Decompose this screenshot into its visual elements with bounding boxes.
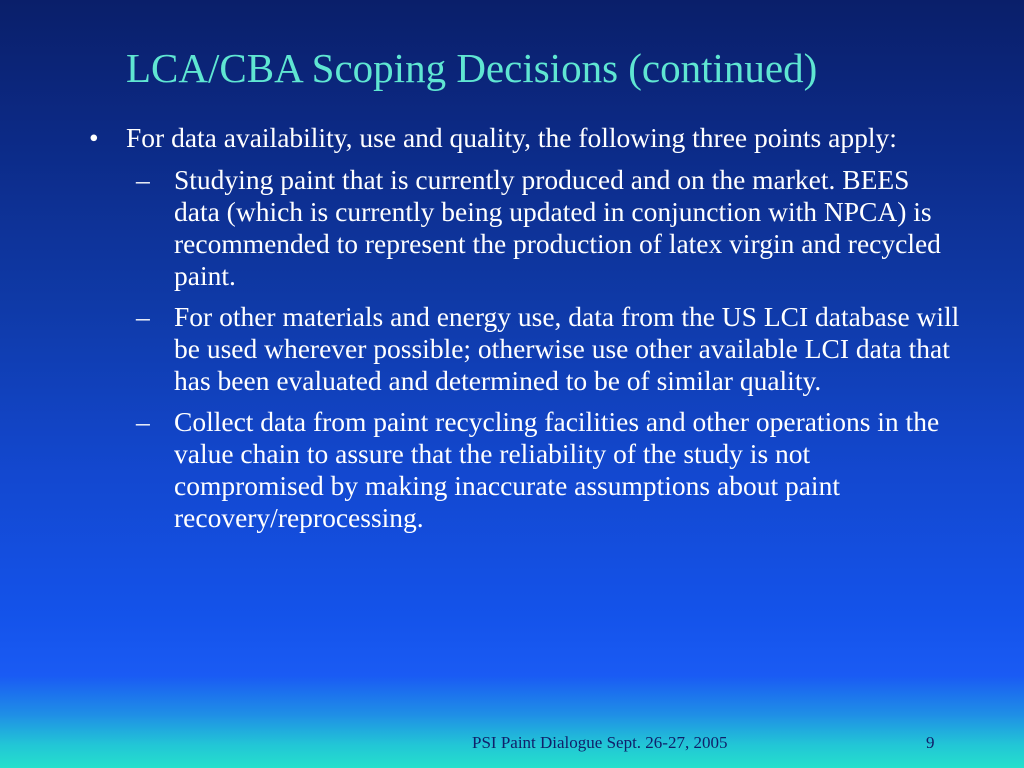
slide-title: LCA/CBA Scoping Decisions (continued) bbox=[126, 45, 818, 91]
sub-bullet-list bbox=[126, 164, 960, 534]
slide-footer: PSI Paint Dialogue Sept. 26-27, 2005 bbox=[472, 733, 728, 752]
sub-bullet-text: Studying paint that is currently produced and on the market. BEES data (which is currently being updated in conjunction with NPCA) is recommended to represent the production of latex virgin and recycled paint. bbox=[174, 164, 941, 291]
sub-bullet-text: For other materials and energy use, data from the US LCI database will be used wherever possible; otherwise use other available LCI data that has been evaluated and determined to be of similar quality. bbox=[174, 301, 960, 396]
sub-bullet-text: Collect data from paint recycling facilities and other operations in the value chain to assure that the reliability of the study is not compromised by making inaccurate assumptions about paint recovery/reprocessing. bbox=[174, 406, 940, 533]
bullet-text: For data availability, use and quality, the following three points apply: bbox=[126, 122, 897, 153]
sub-bullet-item bbox=[126, 406, 960, 534]
bullet-item bbox=[80, 122, 960, 534]
dash-marker: – bbox=[136, 301, 150, 332]
bullet-marker: • bbox=[89, 122, 99, 153]
dash-marker: – bbox=[136, 164, 150, 195]
sub-bullet-item bbox=[126, 301, 960, 397]
sub-bullet-item bbox=[126, 164, 960, 292]
slide-body bbox=[80, 122, 960, 543]
page-number: 9 bbox=[926, 733, 935, 752]
dash-marker: – bbox=[136, 406, 150, 437]
